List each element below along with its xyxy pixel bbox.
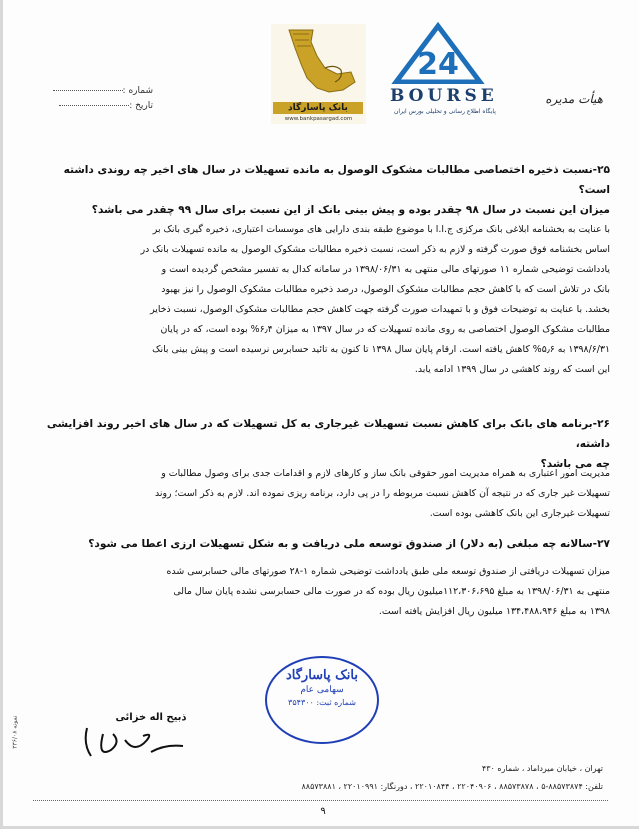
bourse-subtitle: پایگاه اطلاع رسانی و تحلیلی بورس ایران — [394, 108, 496, 115]
bourse-wordmark: BOURSE — [390, 86, 498, 106]
section-25 — [43, 160, 610, 220]
number-label: شماره : — [122, 86, 153, 96]
section-27 — [43, 534, 610, 554]
answer-line: این است که روند کاهشی در سال ۱۳۹۹ ادامه یابد. — [414, 364, 610, 375]
date-label: تاریخ : — [129, 101, 153, 111]
board-of-directors-label: هیأت مدیره — [545, 92, 603, 106]
answer-line: اساس بخشنامه فوق صورت گرفته و لازم به ذکر است، نسبت ذخیره مطالبات مشکوک الوصول به مانده تسهیلات بانک در — [140, 244, 610, 255]
handwritten-signature — [73, 724, 193, 764]
stamp-bank-name: بانک پاسارگاد — [285, 668, 358, 683]
horn-rhyton-icon — [271, 24, 366, 104]
answer-line: تسهیلات غیرجاری این بانک کاهشی بوده است. — [429, 508, 610, 519]
answer-line: تسهیلات غیر جاری که در نتیجه آن کاهش نسبت مربوطه را در پی دارد، برنامه ریزی نموده اند. لازم به ذکر است؛ روند — [154, 488, 610, 499]
answer-line: ۱۳۹۸ به مبلغ ۱۳۴،۴۸۸،۹۴۶ میلیون ریال افزایش یافته است. — [378, 606, 610, 617]
answer-line: با عنایت به بخشنامه ابلاغی بانک مرکزی ج.ا.ا با موضوع طبقه بندی دارایی های موسسات اعتباری، ذخیره گیری بانک بر — [152, 224, 610, 235]
pasargad-logo-label: بانک پاسارگاد — [273, 102, 363, 114]
bourse-logo — [388, 22, 498, 122]
answer-line: مدیریت امور اعتباری به همراه مدیریت امور حقوقی بانک ساز و کارهای لازم و اقدامات جدی برای وصول مطالبات و — [161, 468, 610, 479]
question-27: ۲۷-سالانه چه مبلغی (به دلار) از صندوق توسعه ملی دریافت و به شکل تسهیلات ارزی اعطا می شود؟ — [88, 538, 610, 550]
footer-address: تهران ، خیابان میرداماد ، شماره ۴۳۰ — [481, 764, 603, 773]
question-26-line2: چه می باشد؟ — [540, 458, 610, 470]
answer-26 — [43, 464, 610, 524]
question-25: ۲۵-نسبت ذخیره اختصاصی مطالبات مشکوک الوصول به مانده تسهیلات در سال های اخیر چه روندی داشته است؟ — [63, 164, 610, 196]
date-field — [43, 101, 153, 111]
question-26: ۲۶-برنامه های بانک برای کاهش نسبت تسهیلات غیرجاری به کل تسهیلات که در سال های اخیر روند افزایشی داشته، — [46, 418, 610, 450]
bourse-numeral: 24 — [417, 47, 459, 82]
page-number: ۹ — [320, 806, 326, 817]
stamp-company-type: سهامی عام — [300, 685, 344, 695]
pasargad-url: www.bankpasargad.com — [284, 116, 353, 122]
stamp-registration: شماره ثبت: ۳۵۴۳۰۰ — [288, 698, 356, 707]
question-25-line2: میزان این نسبت در سال ۹۸ چقدر بوده و پیش بینی بانک از این نسبت برای سال ۹۹ چقدر می باشد؟ — [91, 204, 610, 216]
footer-rule — [33, 800, 608, 801]
signatory-name: ذبیح اله خزائی — [115, 712, 187, 723]
answer-27 — [43, 562, 610, 622]
answer-25 — [43, 220, 610, 380]
answer-line: یادداشت توضیحی شماره ۱۱ صورتهای مالی منتهی به ۱۳۹۸/۰۶/۳۱ در سامانه کدال به تفسیر مشخص گردیده است و — [161, 264, 610, 275]
answer-line: منتهی به ۱۳۹۸/۰۶/۳۱ به مبلغ ۱۱۲،۳۰۶،۶۹۵میلیون ریال بوده که در صورت مالی حسابرسی نشده پایان سال مالی — [173, 586, 610, 597]
answer-line: بخشد. با عنایت به توضیحات فوق و با تمهیدات صورت گرفته جهت کاهش حجم مطالبات مشکوک الوصول، نسبت ذخایر — [150, 304, 610, 315]
footer-phones: تلفن: ۸۸۵۷۳۸۷۴-۵ ، ۸۸۵۷۳۸۷۸ ، ۲۲۰۴۰۹۰۶ ، ۲۲۰۱۰۸۴۴ ، دورنگار: ۲۲۰۱۰۹۹۱ ، ۸۸۵۷۳۸۸۱ — [301, 782, 603, 791]
answer-line: ۱۳۹۸/۶/۳۱ به ۵٫۶% کاهش یافته است. ارقام پایان سال ۱۳۹۸ تا کنون به تائید حسابرس نرسیده است و پیش بینی بانک — [152, 344, 610, 355]
answer-line: میزان تسهیلات دریافتی از صندوق توسعه ملی طبق یادداشت توضیحی شماره ۱-۲۸ صورتهای مالی حسابرسی شده — [166, 566, 610, 577]
bourse-triangle-icon — [388, 22, 488, 84]
form-side-code: نمونه ۳۳۶/۰۸ — [11, 715, 19, 749]
answer-line: مطالبات مشکوک الوصول اختصاصی به روی مانده تسهیلات که در سال ۱۳۹۷ به میزان ۶٫۴% بوده است، که در پایان — [160, 324, 610, 335]
answer-line: بانک در تلاش است که با کاهش حجم مطالبات مشکوک الوصول، درصد ذخیره مطالبات مشکوک الوصول را نیز بهبود — [161, 284, 610, 295]
official-stamp — [265, 656, 379, 744]
number-field — [43, 86, 153, 96]
bank-pasargad-logo — [271, 24, 366, 124]
